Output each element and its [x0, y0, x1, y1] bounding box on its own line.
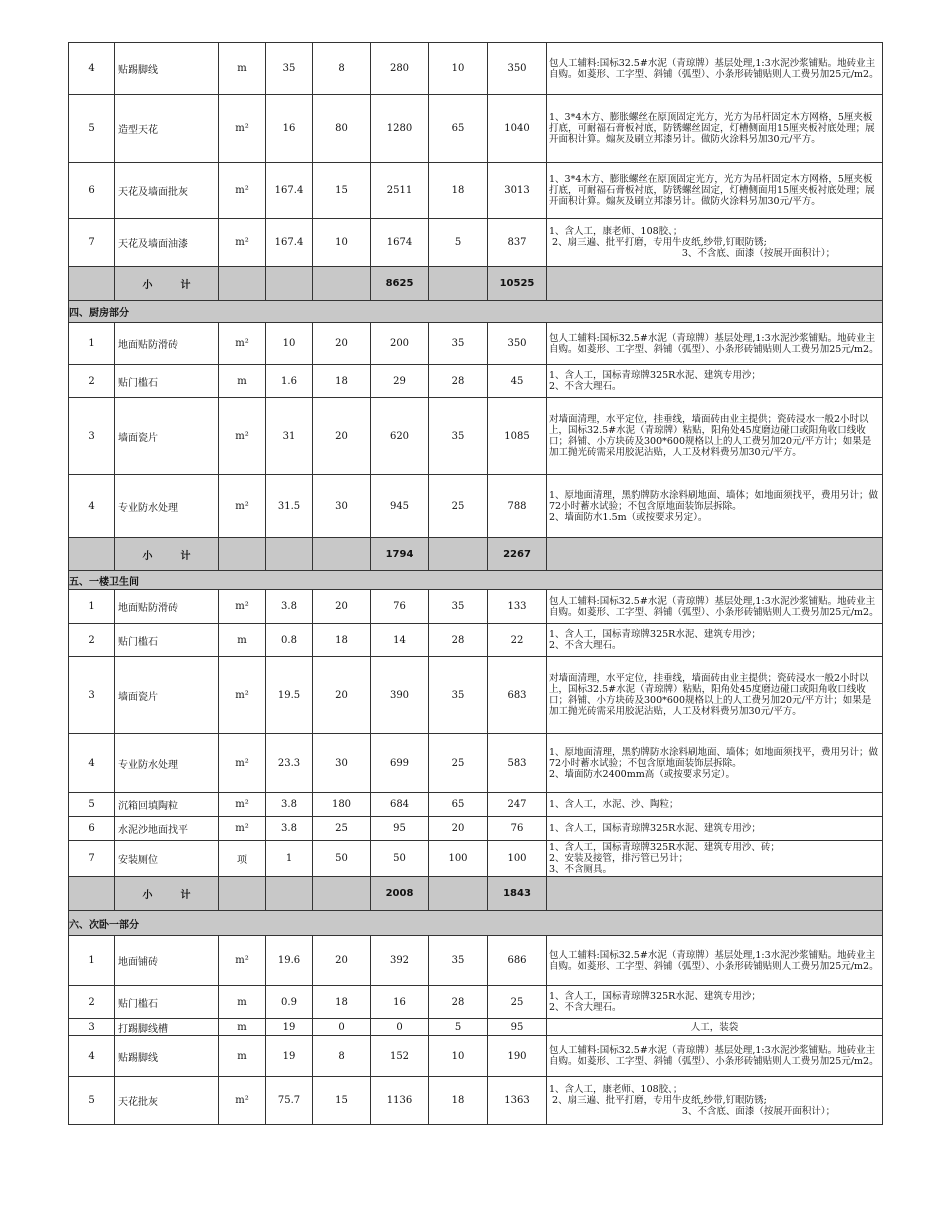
subtotal-label-b: 计 — [180, 890, 191, 901]
item-description: 1、含人工，国标青琼牌325R水泥、建筑专用沙； — [547, 817, 883, 841]
subtotal-blank — [313, 267, 371, 301]
item-description: 包人工辅料:国标32.5#水泥（青琼牌）基层处理,1:3水泥沙浆铺贴。地砖业主自购。如菱形、工字型、斜铺（弧型）、小条形砖铺贴则人工费另加25元/m2。 — [547, 590, 883, 624]
item-description: 1、含人工，水泥、沙、陶粒； — [547, 793, 883, 817]
item-description: 人工，装袋 — [547, 1019, 883, 1036]
item-name: 专业防水处理 — [115, 734, 219, 793]
item-description: 1、含人工，国标青琼牌325R水泥、建筑专用沙； 2、不含大理石。 — [547, 624, 883, 657]
item-unit: m² — [219, 95, 266, 163]
item-quantity: 19 — [266, 1036, 313, 1077]
table-row — [69, 163, 883, 219]
item-quantity: 0.8 — [266, 624, 313, 657]
item-unit: m² — [219, 323, 266, 365]
labor-amount: 1363 — [488, 1077, 547, 1125]
subtotal-row — [69, 877, 883, 911]
labor-unit-price: 10 — [429, 43, 488, 95]
subtotal-blank — [313, 538, 371, 571]
item-description: 对墙面清理，水平定位，挂垂线，墙面砖由业主提供；瓷砖浸水一般2小时以上，国标32.5#水泥（青琼牌）粘贴，阳角处45度磨边碰口或阳角收口线收口；斜铺、小方块砖及300*600规格以上的人工费另加20元/平方计；如果是加工抛光砖需采用胶泥沾贴，人工及材料费另加30元/平方。 — [547, 398, 883, 475]
section-header-row — [69, 571, 883, 590]
material-unit-price: 20 — [313, 936, 371, 986]
item-description: 包人工辅料:国标32.5#水泥（青琼牌）基层处理,1:3水泥沙浆铺贴。地砖业主自购。如菱形、工字型、斜铺（弧型）、小条形砖铺贴则人工费另加25元/m2。 — [547, 323, 883, 365]
material-amount: 14 — [371, 624, 429, 657]
item-number: 3 — [69, 657, 115, 734]
item-quantity: 35 — [266, 43, 313, 95]
item-unit: m — [219, 624, 266, 657]
item-description: 包人工辅料:国标32.5#水泥（青琼牌）基层处理,1:3水泥沙浆铺贴。地砖业主自购。如菱形、工字型、斜铺（弧型）、小条形砖铺贴则人工费另加25元/m2。 — [547, 1036, 883, 1077]
item-unit: 项 — [219, 841, 266, 877]
material-amount: 16 — [371, 986, 429, 1019]
subtotal-blank — [266, 877, 313, 911]
item-number: 1 — [69, 590, 115, 624]
subtotal-blank — [69, 267, 115, 301]
item-unit: m² — [219, 398, 266, 475]
subtotal-blank — [69, 538, 115, 571]
labor-amount: 837 — [488, 219, 547, 267]
material-unit-price: 20 — [313, 398, 371, 475]
item-quantity: 19.6 — [266, 936, 313, 986]
item-quantity: 10 — [266, 323, 313, 365]
item-name: 水泥沙地面找平 — [115, 817, 219, 841]
item-name: 墙面瓷片 — [115, 398, 219, 475]
labor-amount: 583 — [488, 734, 547, 793]
item-description: 1、含人工，国标青琼牌325R水泥、建筑专用沙； 2、不含大理石。 — [547, 986, 883, 1019]
item-unit: m² — [219, 219, 266, 267]
labor-unit-price: 5 — [429, 219, 488, 267]
section-header-row — [69, 911, 883, 936]
labor-unit-price: 35 — [429, 398, 488, 475]
item-unit: m — [219, 43, 266, 95]
subtotal-blank — [266, 267, 313, 301]
material-unit-price: 10 — [313, 219, 371, 267]
item-name: 贴门槛石 — [115, 365, 219, 398]
item-name: 天花批灰 — [115, 1077, 219, 1125]
section-title: 六、次卧一部分 — [69, 911, 883, 936]
material-amount: 392 — [371, 936, 429, 986]
item-number: 5 — [69, 95, 115, 163]
labor-amount: 100 — [488, 841, 547, 877]
subtotal-row — [69, 538, 883, 571]
labor-amount: 76 — [488, 817, 547, 841]
table-row — [69, 590, 883, 624]
item-number: 4 — [69, 475, 115, 538]
item-name: 打踢脚线槽 — [115, 1019, 219, 1036]
labor-unit-price: 35 — [429, 323, 488, 365]
table-row — [69, 986, 883, 1019]
item-number: 2 — [69, 986, 115, 1019]
item-name: 造型天花 — [115, 95, 219, 163]
material-amount: 1674 — [371, 219, 429, 267]
material-unit-price: 180 — [313, 793, 371, 817]
table-row — [69, 936, 883, 986]
labor-amount: 25 — [488, 986, 547, 1019]
item-name: 地面贴防滑砖 — [115, 323, 219, 365]
table-row — [69, 219, 883, 267]
material-unit-price: 80 — [313, 95, 371, 163]
subtotal-labor-amount: 1843 — [488, 877, 547, 911]
item-name: 专业防水处理 — [115, 475, 219, 538]
subtotal-material-amount: 1794 — [371, 538, 429, 571]
item-unit: m² — [219, 734, 266, 793]
labor-unit-price: 25 — [429, 734, 488, 793]
item-description: 1、含人工，国标青琼牌325R水泥、建筑专用沙、砖； 2、安装及接管，排污管已另计； 3、不含厕具。 — [547, 841, 883, 877]
item-number: 4 — [69, 1036, 115, 1077]
item-name: 沉箱回填陶粒 — [115, 793, 219, 817]
subtotal-blank — [547, 538, 883, 571]
labor-unit-price: 28 — [429, 365, 488, 398]
item-number: 7 — [69, 219, 115, 267]
table-row — [69, 657, 883, 734]
item-number: 6 — [69, 163, 115, 219]
section-title: 五、一楼卫生间 — [69, 571, 883, 590]
item-description: 1、原地面清理，黑豹牌防水涂料刷地面、墙体；如地面须找平，费用另计；做72小时蓄水试验；不包含原地面装饰层拆除。 2、墙面防水2400mm高（或按要求另定）。 — [547, 734, 883, 793]
item-quantity: 31.5 — [266, 475, 313, 538]
item-quantity: 3.8 — [266, 590, 313, 624]
material-amount: 76 — [371, 590, 429, 624]
subtotal-label — [115, 538, 219, 571]
labor-unit-price: 20 — [429, 817, 488, 841]
item-unit: m² — [219, 1077, 266, 1125]
item-description: 1、含人工，康老师、108胶、； 2、扇三遍、批平打磨，专用牛皮纸,纱带,钉眼防锈; 3、不含底、面漆（按展开面积计）； — [547, 1077, 883, 1125]
material-amount: 699 — [371, 734, 429, 793]
material-amount: 390 — [371, 657, 429, 734]
labor-amount: 3013 — [488, 163, 547, 219]
quotation-table — [68, 42, 883, 1125]
subtotal-row — [69, 267, 883, 301]
labor-unit-price: 28 — [429, 624, 488, 657]
material-unit-price: 30 — [313, 734, 371, 793]
item-description: 包人工辅料:国标32.5#水泥（青琼牌）基层处理,1:3水泥沙浆铺贴。地砖业主自购。如菱形、工字型、斜铺（弧型）、小条形砖铺贴则人工费另加25元/m2。 — [547, 43, 883, 95]
item-name: 地面贴防滑砖 — [115, 590, 219, 624]
item-number: 6 — [69, 817, 115, 841]
section-title: 四、厨房部分 — [69, 301, 883, 323]
item-name: 天花及墙面油漆 — [115, 219, 219, 267]
item-number: 2 — [69, 365, 115, 398]
item-quantity: 3.8 — [266, 793, 313, 817]
labor-unit-price: 35 — [429, 657, 488, 734]
item-name: 贴踢脚线 — [115, 43, 219, 95]
item-number: 5 — [69, 1077, 115, 1125]
subtotal-blank — [547, 267, 883, 301]
material-unit-price: 20 — [313, 590, 371, 624]
subtotal-label-b: 计 — [180, 280, 191, 291]
subtotal-blank — [266, 538, 313, 571]
labor-unit-price: 65 — [429, 793, 488, 817]
subtotal-labor-amount: 2267 — [488, 538, 547, 571]
table-row — [69, 95, 883, 163]
subtotal-blank — [429, 877, 488, 911]
material-amount: 152 — [371, 1036, 429, 1077]
labor-unit-price: 18 — [429, 1077, 488, 1125]
item-unit: m² — [219, 817, 266, 841]
labor-unit-price: 35 — [429, 590, 488, 624]
subtotal-blank — [429, 267, 488, 301]
subtotal-label — [115, 267, 219, 301]
subtotal-blank — [219, 267, 266, 301]
table-row — [69, 624, 883, 657]
item-unit: m² — [219, 163, 266, 219]
item-name: 地面铺砖 — [115, 936, 219, 986]
item-number: 3 — [69, 398, 115, 475]
labor-amount: 1040 — [488, 95, 547, 163]
material-unit-price: 30 — [313, 475, 371, 538]
item-number: 3 — [69, 1019, 115, 1036]
item-quantity: 3.8 — [266, 817, 313, 841]
subtotal-label-a: 小 — [142, 280, 153, 291]
material-amount: 2511 — [371, 163, 429, 219]
item-description: 1、含人工，康老师、108胶、； 2、扇三遍、批平打磨，专用牛皮纸,纱带,钉眼防锈; 3、不含底、面漆（按展开面积计）； — [547, 219, 883, 267]
labor-amount: 686 — [488, 936, 547, 986]
labor-amount: 788 — [488, 475, 547, 538]
labor-amount: 95 — [488, 1019, 547, 1036]
labor-amount: 22 — [488, 624, 547, 657]
subtotal-label — [115, 877, 219, 911]
table-row — [69, 734, 883, 793]
labor-unit-price: 18 — [429, 163, 488, 219]
table-row — [69, 398, 883, 475]
labor-amount: 350 — [488, 323, 547, 365]
item-quantity: 31 — [266, 398, 313, 475]
labor-amount: 133 — [488, 590, 547, 624]
labor-amount: 683 — [488, 657, 547, 734]
table-row — [69, 323, 883, 365]
item-quantity: 75.7 — [266, 1077, 313, 1125]
subtotal-label-a: 小 — [142, 550, 153, 562]
item-name: 墙面瓷片 — [115, 657, 219, 734]
material-unit-price: 15 — [313, 163, 371, 219]
material-amount: 945 — [371, 475, 429, 538]
item-quantity: 19.5 — [266, 657, 313, 734]
labor-unit-price: 35 — [429, 936, 488, 986]
table-row — [69, 817, 883, 841]
labor-unit-price: 10 — [429, 1036, 488, 1077]
item-unit: m — [219, 1036, 266, 1077]
material-unit-price: 0 — [313, 1019, 371, 1036]
item-name: 贴踢脚线 — [115, 1036, 219, 1077]
labor-amount: 1085 — [488, 398, 547, 475]
material-amount: 29 — [371, 365, 429, 398]
material-unit-price: 8 — [313, 1036, 371, 1077]
material-unit-price: 25 — [313, 817, 371, 841]
item-unit: m — [219, 1019, 266, 1036]
item-quantity: 167.4 — [266, 219, 313, 267]
labor-amount: 190 — [488, 1036, 547, 1077]
item-unit: m — [219, 365, 266, 398]
item-quantity: 1 — [266, 841, 313, 877]
item-description: 1、含人工，国标青琼牌325R水泥、建筑专用沙； 2、不含大理石。 — [547, 365, 883, 398]
item-number: 4 — [69, 43, 115, 95]
item-description: 包人工辅料:国标32.5#水泥（青琼牌）基层处理,1:3水泥沙浆铺贴。地砖业主自购。如菱形、工字型、斜铺（弧型）、小条形砖铺贴则人工费另加25元/m2。 — [547, 936, 883, 986]
item-name: 贴门槛石 — [115, 986, 219, 1019]
subtotal-label-b: 计 — [180, 550, 191, 562]
item-quantity: 0.9 — [266, 986, 313, 1019]
subtotal-blank — [313, 877, 371, 911]
material-unit-price: 18 — [313, 624, 371, 657]
item-description: 对墙面清理，水平定位，挂垂线，墙面砖由业主提供；瓷砖浸水一般2小时以上，国标32.5#水泥（青琼牌）粘贴，阳角处45度磨边碰口或阳角收口线收口；斜铺、小方块砖及300*600规格以上的人工费另加20元/平方计；如果是加工抛光砖需采用胶泥沾贴，人工及材料费另加30元/平方。 — [547, 657, 883, 734]
item-quantity: 23.3 — [266, 734, 313, 793]
item-number: 5 — [69, 793, 115, 817]
item-quantity: 19 — [266, 1019, 313, 1036]
table-row — [69, 365, 883, 398]
subtotal-material-amount: 2008 — [371, 877, 429, 911]
subtotal-blank — [219, 877, 266, 911]
material-amount: 1136 — [371, 1077, 429, 1125]
material-unit-price: 15 — [313, 1077, 371, 1125]
item-unit: m² — [219, 793, 266, 817]
material-unit-price: 18 — [313, 365, 371, 398]
table-row — [69, 475, 883, 538]
item-quantity: 167.4 — [266, 163, 313, 219]
item-description: 1、3*4木方、膨胀螺丝在原顶固定光方，光方为吊杆固定木方网格，5厘夹板打底，可耐福石膏板衬底，防锈螺丝固定，灯槽侧面用15厘夹板衬底处理；展开面积计算。煽灰及刷立邦漆另计。做防火涂料另加30元/平方。 — [547, 95, 883, 163]
item-number: 4 — [69, 734, 115, 793]
material-amount: 95 — [371, 817, 429, 841]
labor-unit-price: 5 — [429, 1019, 488, 1036]
labor-unit-price: 65 — [429, 95, 488, 163]
subtotal-blank — [69, 877, 115, 911]
material-amount: 1280 — [371, 95, 429, 163]
table-row — [69, 1019, 883, 1036]
subtotal-blank — [429, 538, 488, 571]
item-unit: m² — [219, 936, 266, 986]
subtotal-labor-amount: 10525 — [488, 267, 547, 301]
section-header-row — [69, 301, 883, 323]
material-amount: 0 — [371, 1019, 429, 1036]
material-unit-price: 20 — [313, 323, 371, 365]
material-unit-price: 50 — [313, 841, 371, 877]
item-number: 1 — [69, 323, 115, 365]
labor-unit-price: 28 — [429, 986, 488, 1019]
material-amount: 684 — [371, 793, 429, 817]
item-name: 贴门槛石 — [115, 624, 219, 657]
item-unit: m² — [219, 657, 266, 734]
item-unit: m — [219, 986, 266, 1019]
labor-amount: 350 — [488, 43, 547, 95]
table-row — [69, 1036, 883, 1077]
item-number: 7 — [69, 841, 115, 877]
item-number: 1 — [69, 936, 115, 986]
table-row — [69, 793, 883, 817]
material-amount: 280 — [371, 43, 429, 95]
material-unit-price: 18 — [313, 986, 371, 1019]
table-row — [69, 841, 883, 877]
subtotal-blank — [219, 538, 266, 571]
subtotal-label-a: 小 — [142, 890, 153, 901]
item-unit: m² — [219, 590, 266, 624]
material-amount: 200 — [371, 323, 429, 365]
item-description: 1、3*4木方、膨胀螺丝在原顶固定光方，光方为吊杆固定木方网格，5厘夹板打底，可耐福石膏板衬底，防锈螺丝固定，灯槽侧面用15厘夹板衬底处理；展开面积计算。煽灰及刷立邦漆另计。做防火涂料另加30元/平方。 — [547, 163, 883, 219]
subtotal-material-amount: 8625 — [371, 267, 429, 301]
item-name: 天花及墙面批灰 — [115, 163, 219, 219]
labor-unit-price: 100 — [429, 841, 488, 877]
table-row — [69, 1077, 883, 1125]
material-amount: 620 — [371, 398, 429, 475]
labor-amount: 247 — [488, 793, 547, 817]
labor-unit-price: 25 — [429, 475, 488, 538]
material-amount: 50 — [371, 841, 429, 877]
material-unit-price: 20 — [313, 657, 371, 734]
item-quantity: 1.6 — [266, 365, 313, 398]
item-name: 安装厕位 — [115, 841, 219, 877]
item-description: 1、原地面清理，黑豹牌防水涂料刷地面、墙体；如地面须找平，费用另计；做72小时蓄水试验；不包含原地面装饰层拆除。 2、墙面防水1.5m（或按要求另定）。 — [547, 475, 883, 538]
item-quantity: 16 — [266, 95, 313, 163]
item-number: 2 — [69, 624, 115, 657]
labor-amount: 45 — [488, 365, 547, 398]
table-row — [69, 43, 883, 95]
material-unit-price: 8 — [313, 43, 371, 95]
item-unit: m² — [219, 475, 266, 538]
subtotal-blank — [547, 877, 883, 911]
